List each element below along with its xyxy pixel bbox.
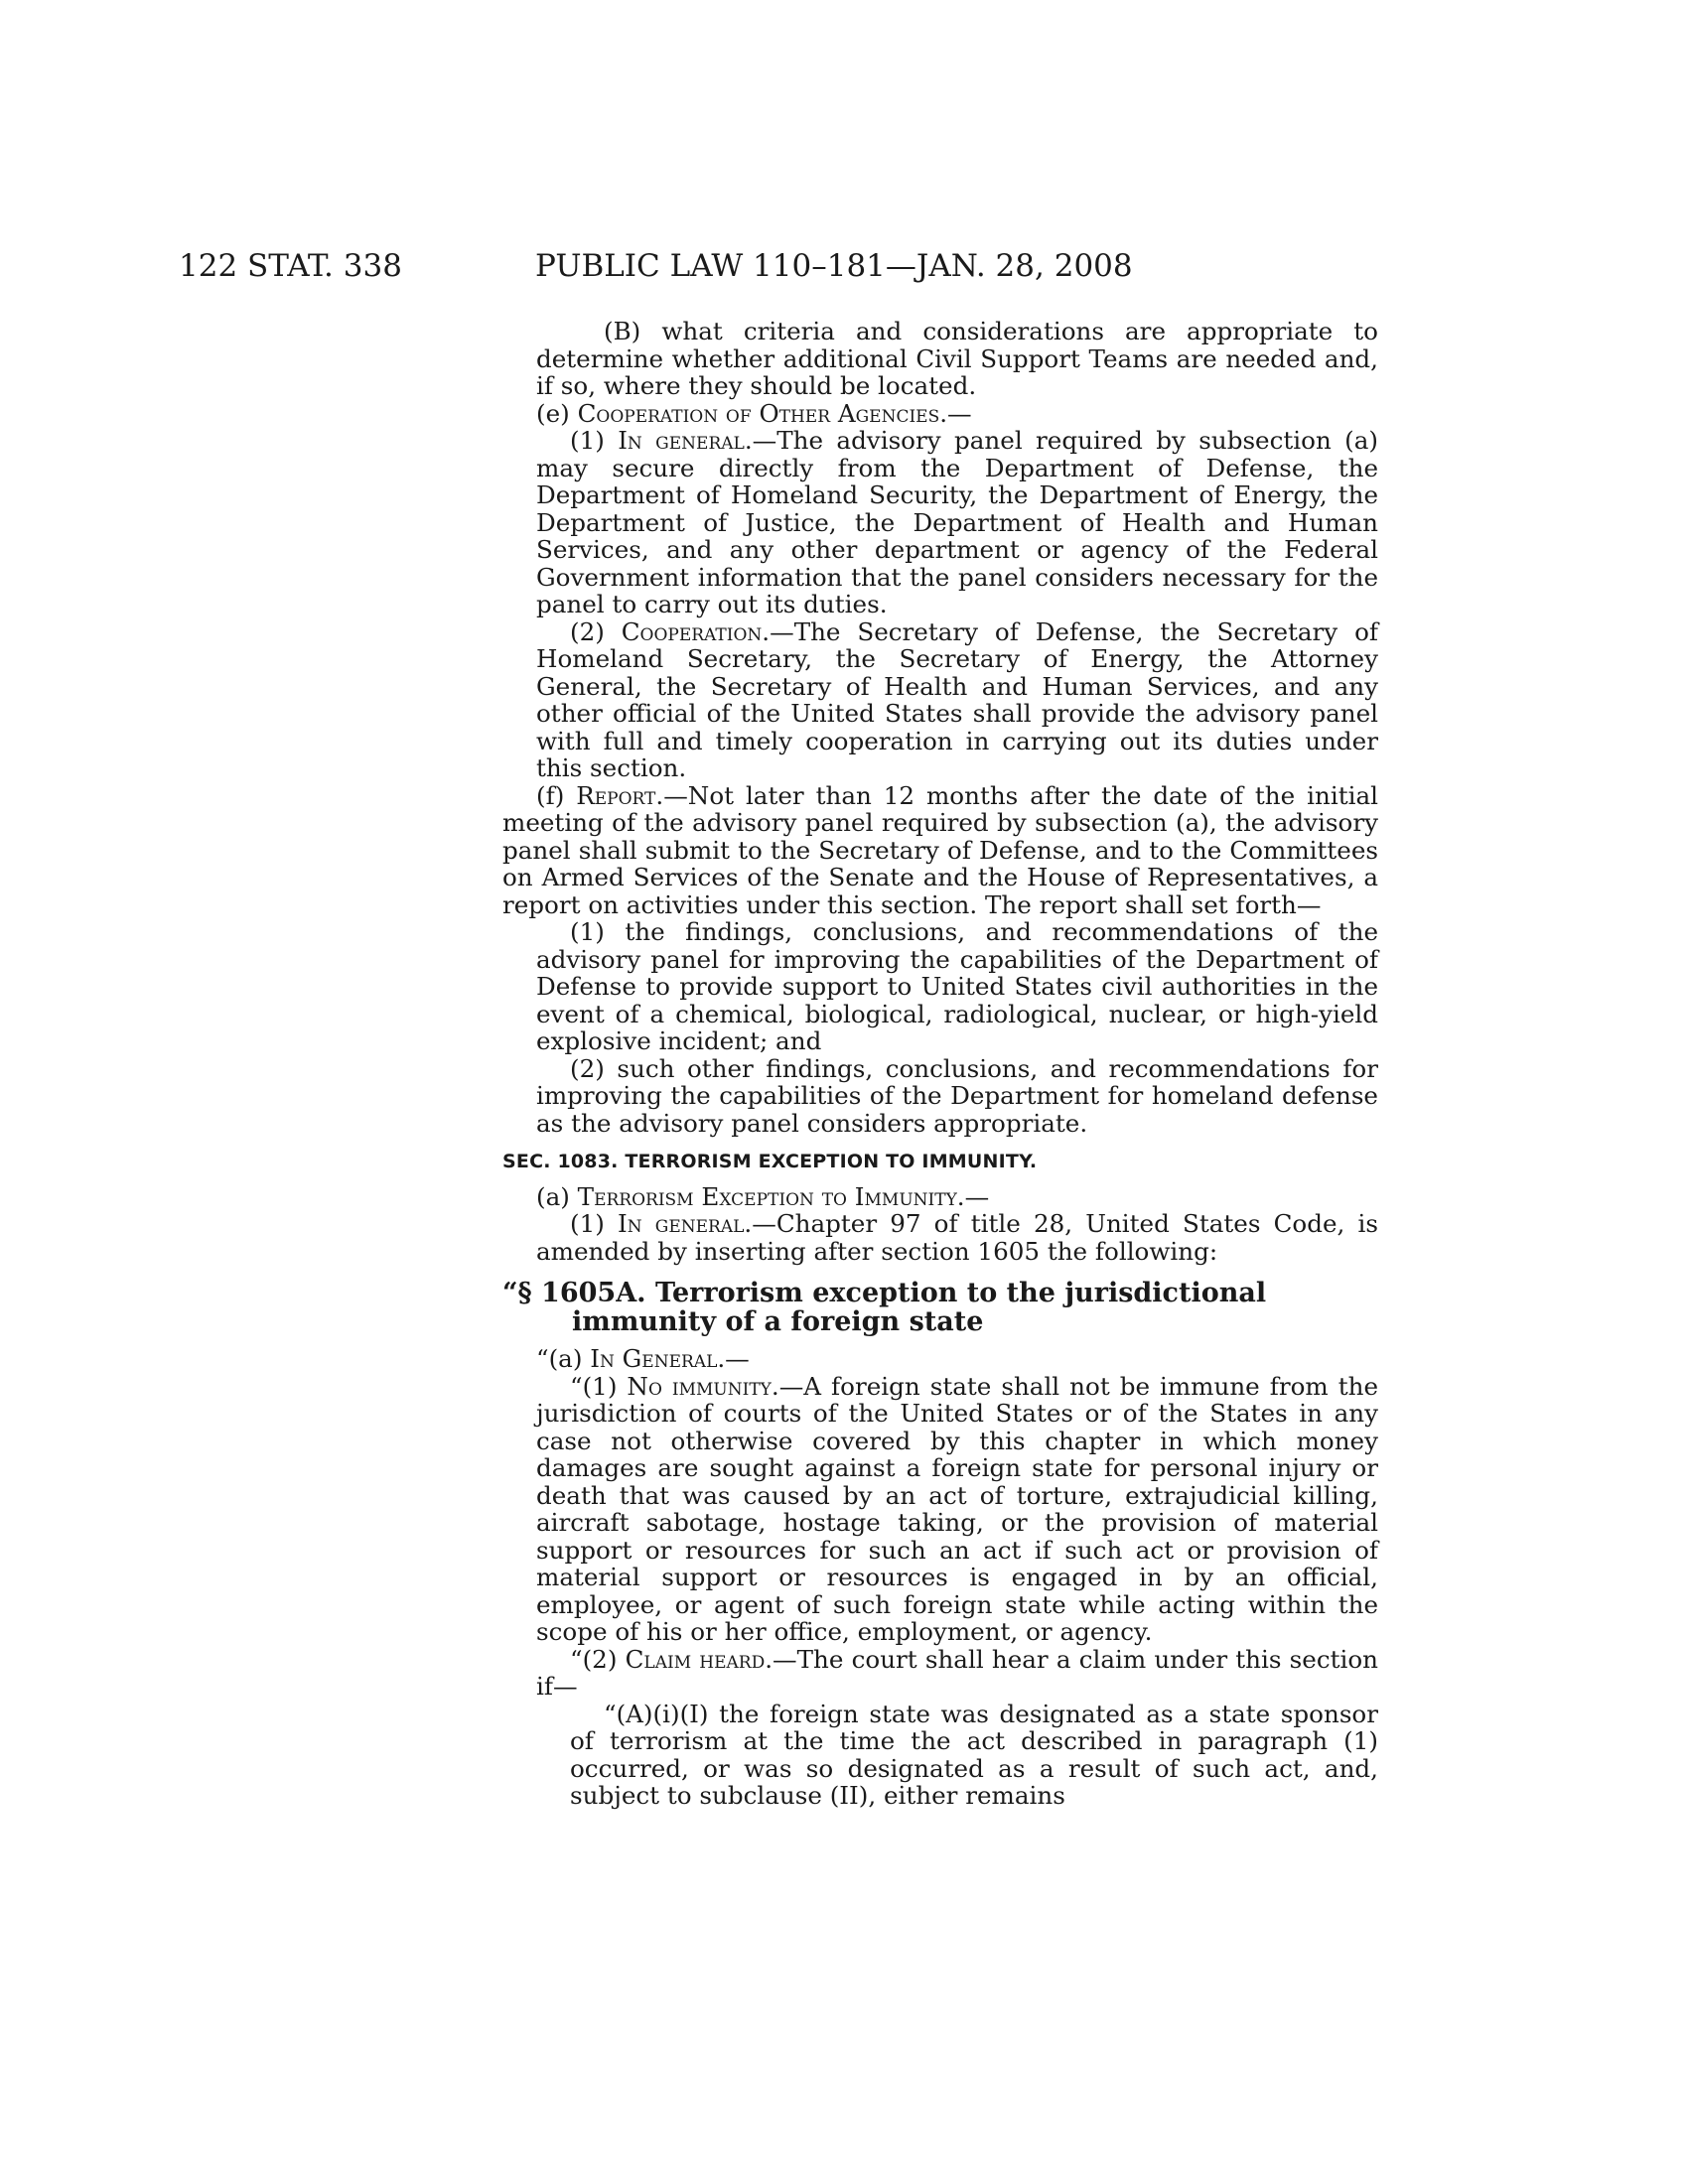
paragraph-d-B: (B) what criteria and considerations are appropriate to determine whether additional Civil Support Teams are needed and, if so, where they should be located.: [536, 317, 1378, 400]
quoted-subsection-a-number: “(a): [536, 1344, 591, 1373]
quoted-paragraph-a-1-text: —A foreign state shall not be immune from the jurisdiction of courts of the United States or of the States in any case not otherwise covered by this chapter in which money damages are sought against a foreign state for personal injury or death that was caused by an act of torture, extrajudicial killing, aircraft sabotage, hostage taking, or the provision of material support or resources for such an act if such act or provision of material support or resources is engaged in by an official, employee, or agent of such foreign state while acting within the scope of his or her office, employment, or agency.: [536, 1371, 1378, 1646]
quoted-paragraph-a-2-heading: Claim heard.: [625, 1644, 774, 1674]
quoted-paragraph-a-2-number: “(2): [570, 1644, 626, 1674]
subsection-f-number: (f): [536, 780, 577, 810]
subsection-a-heading: [502, 1183, 1378, 1211]
quoted-paragraph-a-1-heading: No immunity.: [627, 1371, 779, 1401]
subsection-f: [502, 782, 1378, 919]
paragraph-a-1-heading: In general.: [618, 1209, 753, 1238]
subsection-e-number: (e): [536, 398, 578, 428]
paragraph-e-2-heading: Cooperation.: [621, 616, 771, 646]
public-law-title: PUBLIC LAW 110–181—JAN. 28, 2008: [535, 248, 1133, 284]
paragraph-a-1-number: (1): [570, 1209, 618, 1238]
subsection-e-title: Cooperation of Other Agencies.—: [577, 398, 972, 428]
subsection-a-title: Terrorism Exception to Immunity.—: [577, 1181, 990, 1211]
paragraph-e-1: [502, 427, 1378, 618]
quoted-paragraph-a-1-number: “(1): [570, 1371, 628, 1401]
page-header: [0, 248, 1688, 288]
paragraph-a-1-text: —Chapter 97 of title 28, United States Code, is amended by inserting after section 1605 the following:: [536, 1209, 1378, 1266]
paragraph-f-2: (2) such other findings, conclusions, and recommendations for improving the capabilities of the Department for homeland defense as the advisory panel considers appropriate.: [536, 1053, 1378, 1138]
statute-page-number: 122 STAT. 338: [179, 248, 402, 284]
subsection-a-number: (a): [536, 1181, 578, 1211]
paragraph-e-1-text: —The advisory panel required by subsection (a) may secure directly from the Department of Defense, the Department of Homeland Security, the Department of Energy, the Department of Justice, the Department of Health and Human Services, and any other department or agency of the Federal Government information that the panel considers necessary for the panel to carry out its duties.: [536, 426, 1379, 618]
quoted-paragraph-a-2: [502, 1646, 1378, 1701]
quoted-subparagraph-A: “(A)(i)(I) the foreign state was designated as a state sponsor of terrorism at the time the act described in paragraph (1) occurred, or was so designated as a result of such act, and, subject to subclause (II), either remains: [570, 1699, 1378, 1810]
subsection-e-heading: [502, 400, 1378, 428]
section-1605A-title: “§ 1605A. Terrorism exception to the jurisdictional immunity of a foreign state: [502, 1278, 1267, 1337]
paragraph-f-1: (1) the findings, conclusions, and recommendations of the advisory panel for improving the capabilities of the Department of Defense to provide support to United States civil authorities in the event of a chemical, biological, radiological, nuclear, or high-yield explosive incident; and: [536, 917, 1378, 1055]
paragraph-e-1-heading: In general.: [618, 426, 753, 455]
quoted-paragraph-a-2-text: —The court shall hear a claim under this section if—: [536, 1644, 1378, 1701]
paragraph-e-1-number: (1): [570, 426, 619, 455]
quoted-subsection-a-heading: [502, 1345, 1378, 1373]
paragraph-e-2-number: (2): [570, 616, 622, 646]
quoted-subsection-a-title: In General.—: [590, 1344, 750, 1373]
paragraph-a-1: [502, 1210, 1378, 1265]
document-body: [502, 318, 1378, 1810]
subsection-f-heading: Report.: [576, 780, 664, 810]
section-heading: SEC. 1083. TERRORISM EXCEPTION TO IMMUNITY.: [502, 1151, 1038, 1172]
subsection-f-text: —Not later than 12 months after the date of the initial meeting of the advisory panel required by subsection (a), the advisory panel shall submit to the Secretary of Defense, and to the Committees on Armed Services of the Senate and the House of Representatives, a report on activities under this section. The report shall set forth—: [502, 780, 1378, 919]
paragraph-e-2: [502, 618, 1378, 782]
paragraph-e-2-text: —The Secretary of Defense, the Secretary of Homeland Secretary, the Secretary of Energy, the Attorney General, the Secretary of Health and Human Services, and any other official of the United States shall provide the advisory panel with full and timely cooperation in carrying out its duties under this section.: [536, 616, 1378, 782]
quoted-paragraph-a-1: [502, 1373, 1378, 1646]
